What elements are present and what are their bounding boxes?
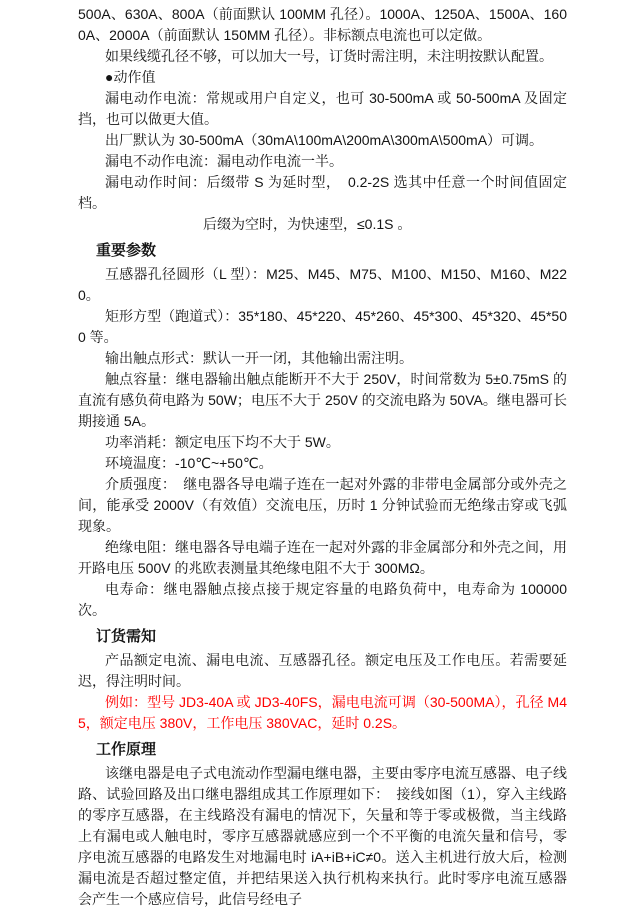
para-working-principle: 该继电器是电子式电流动作型漏电继电器，主要由零序电流互感器、电子线路、试验回路及出口继电器组成其工作原理如下： 接线如图（1），穿入主线路的零序互感器，在主线路没有漏电的情况下，矢量和等于零或极微，当主线路上有漏电或人触电时，零序互感器就感应到一个不平衡的电流矢量和信号，零序电流互感器的电路发生对地漏电时 iA+iB+iC≠0。送入主机进行放大后，检测漏电流是否超过整定值，并把结果送入执行机构来执行。此时零序电流互感器会产生一个感应信号，此信号经电子 <box>78 765 567 907</box>
para-transformer-hole-round: 互感器孔径圆形（L 型）：M25、M45、M75、M100、M150、M160、M220。 <box>78 266 567 303</box>
para-cable-hole-note: 如果线缆孔径不够，可以加大一号，订货时需注明，未注明按默认配置。 <box>105 48 553 64</box>
para-ambient-temperature: 环境温度：-10℃~+50℃。 <box>105 455 273 471</box>
para-electrical-life: 电寿命：继电器触点接点接于规定容量的电路负荷中，电寿命为 100000 次。 <box>78 581 567 618</box>
para-ordering-requirements: 产品额定电流、漏电电流、互感器孔径。额定电压及工作电压。若需要延迟，得注明时间。 <box>78 652 567 689</box>
para-output-contact-form: 输出触点形式：默认一开一闭，其他输出需注明。 <box>105 350 413 366</box>
para-insulation-resistance: 绝缘电阻：继电器各导电端子连在一起对外露的非金属部分和外壳之间，用开路电压 500V 的兆欧表测量其绝缘电阻不大于 300MΩ。 <box>78 539 567 576</box>
bullet-action-value: ●动作值 <box>105 69 156 85</box>
para-rectangular-type: 矩形方型（跑道式）：35*180、45*220、45*260、45*300、45*320、45*500 等。 <box>78 308 567 345</box>
para-leakage-action-current: 漏电动作电流：常规或用户自定义，也可 30-500mA 或 50-500mA 及固定挡，也可以做更大值。 <box>78 90 567 127</box>
para-rated-current-sizes: 500A、630A、800A（前面默认 100MM 孔径）。1000A、1250A、1500A、1600A、2000A（前面默认 150MM 孔径）。非标额点电流也可以定做。 <box>78 6 567 43</box>
para-dielectric-strength: 介质强度： 继电器各导电端子连在一起对外露的非带电金属部分或外壳之间，能承受 2000V（有效值）交流电压，历时 1 分钟试验而无绝缘击穿或飞弧现象。 <box>78 476 567 534</box>
para-power-consumption: 功率消耗：额定电压下均不大于 5W。 <box>105 434 340 450</box>
para-factory-default: 出厂默认为 30-500mA（30mA\100mA\200mA\300mA\500mA）可调。 <box>105 132 544 148</box>
heading-ordering-notes: 订货需知 <box>96 628 157 645</box>
document-page <box>78 4 567 910</box>
para-leakage-action-time: 漏电动作时间：后缀带 S 为延时型， 0.2-2S 选其中任意一个时间值固定档。 <box>78 174 567 211</box>
para-ordering-example: 例如：型号 JD3-40A 或 JD3-40FS，漏电电流可调（30-500MA），孔径 M45，额定电压 380V，工作电压 380VAC，延时 0.2S。 <box>78 694 567 731</box>
heading-important-parameters: 重要参数 <box>96 242 157 259</box>
para-leakage-non-action-current: 漏电不动作电流：漏电动作电流一半。 <box>105 153 343 169</box>
para-contact-capacity: 触点容量：继电器输出触点能断开不大于 250V，时间常数为 5±0.75mS 的直流有感负荷电路为 50W；电压不大于 250V 的交流电路为 50VA。继电器可长期接通 5A。 <box>78 371 567 429</box>
para-leakage-action-time-cont: 后缀为空时，为快速型，≤0.1S 。 <box>203 216 412 232</box>
heading-working-principle: 工作原理 <box>96 741 157 758</box>
